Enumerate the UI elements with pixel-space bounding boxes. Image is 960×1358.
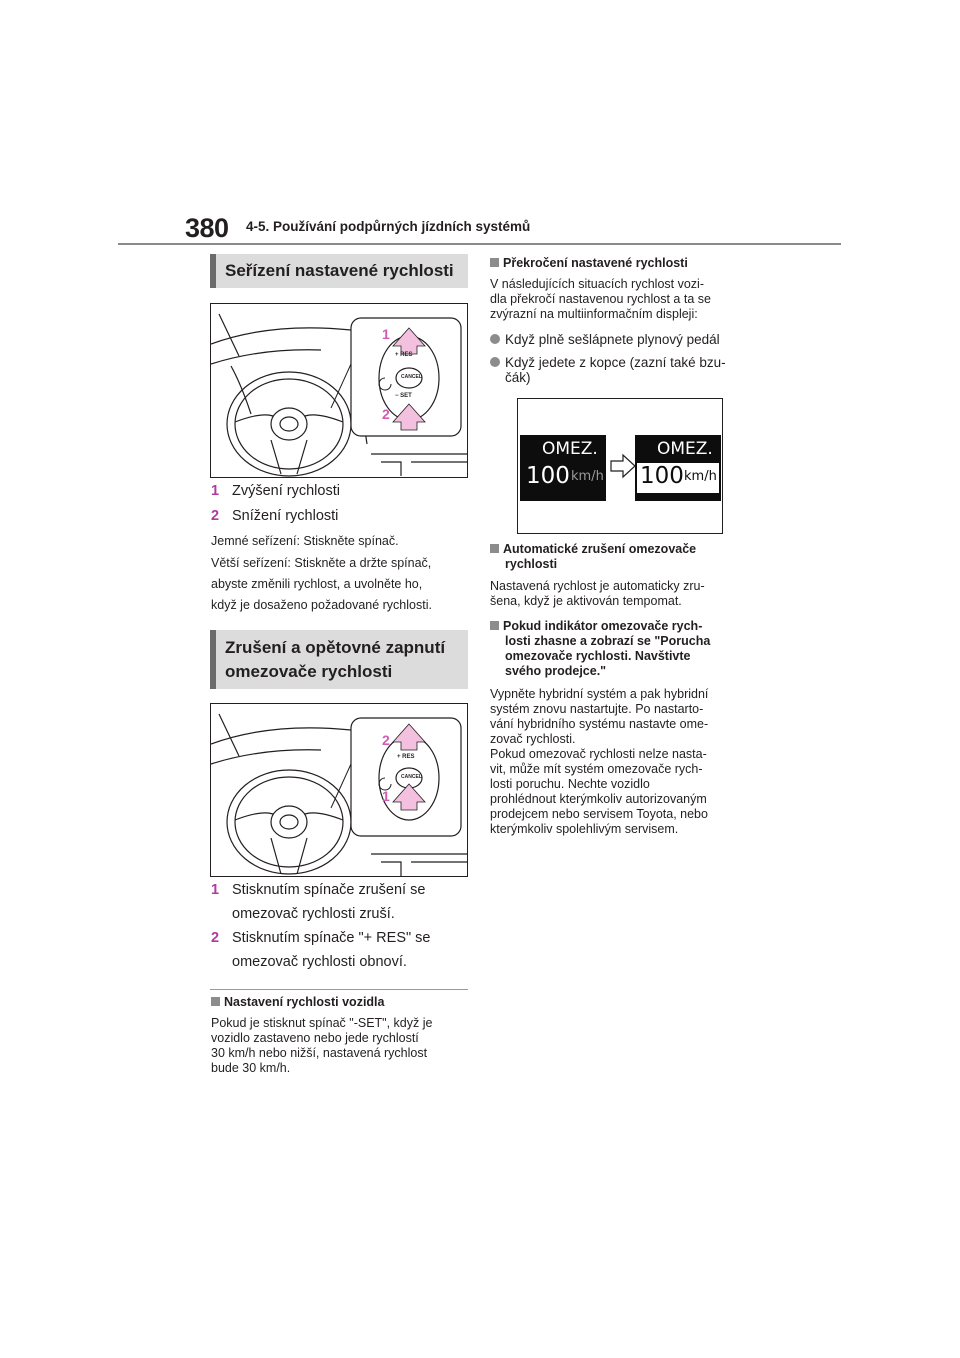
note-line: abyste změnili rychlost, a uvolněte ho, [211,577,423,591]
round-bullet-icon [490,357,500,367]
section-title: 4-5. Používání podpůrných jízdních systémů [246,219,531,234]
para-line: Vypněte hybridní systém a pak hybridní [490,687,709,701]
display-highlighted [635,435,721,501]
set-button-label: − SET [395,393,412,399]
para-line: prohlédnout kterýmkoliv autorizovaným [490,792,707,806]
divider [210,989,468,990]
res-button-label: + RES [397,754,415,760]
para-line: prodejcem nebo servisem Toyota, nebo [490,807,708,821]
step-number: 2 [211,508,220,524]
subheading-indicator: Pokud indikátor omezovače rych- [490,619,702,634]
step-text: Stisknutím spínače "+ RES" se [232,930,431,946]
para-line: Nastavená rychlost je automaticky zru- [490,579,705,593]
para-line: zvýrazní na multiinformačním displeji: [490,307,698,321]
para-line: 30 km/h nebo nižší, nastavená rychlost [211,1046,428,1060]
subheading-auto-cancel: Automatické zrušení omezovače [490,542,696,557]
para-line: vozidlo zastaveno nebo jede rychlostí [211,1031,419,1045]
display-unit: km/h [684,469,717,484]
display-unit: km/h [571,469,604,484]
subheading-continued: omezovače rychlosti. Navštivte [505,649,691,663]
para-line: V následujících situacích rychlost vozi- [490,277,704,291]
step-2-continued: omezovač rychlosti obnoví. [232,954,407,970]
para-line: vání hybridního systému nastavte ome- [490,717,709,731]
display-normal [520,435,606,501]
heading-line: omezovače rychlosti [225,662,393,681]
square-bullet-icon [490,621,499,630]
callout-2: 2 [382,406,390,422]
note-fine-adjust: Jemné seřízení: Stiskněte spínač. [211,534,399,548]
subheading-continued: svého prodejce." [505,664,607,678]
display-label: OMEZ. [542,439,598,459]
para-line: Pokud omezovač rychlosti nelze nasta- [490,747,707,761]
step-text: Snížení rychlosti [232,508,339,524]
heading-line: Zrušení a opětovné zapnutí [225,638,446,657]
bullet-item: Když plně sešlápnete plynový pedál [490,332,720,347]
step-text: Zvýšení rychlosti [232,483,340,499]
cancel-button-label: CANCEL [401,374,422,380]
step-text: Stisknutím spínače zrušení se [232,882,426,898]
para-line: kterýmkoliv spolehlivým servisem. [490,822,679,836]
step-1 [211,478,340,504]
step-2 [211,503,338,529]
para-line: dla překročí nastavenou rychlost a ta se [490,292,711,306]
note-line: když je dosaženo požadované rychlosti. [211,598,432,612]
section-heading-cancel-resume [210,630,468,689]
cancel-button-label: CANCEL [401,774,422,780]
para-line: zovač rychlosti. [490,732,576,746]
bullet-continued: čák) [505,370,531,385]
round-bullet-icon [490,334,500,344]
callout-2: 2 [382,732,390,748]
arrow-right-icon [609,453,637,479]
section-heading-adjust-speed: Seřízení nastavené rychlosti [210,254,468,288]
display-value: 100 [526,463,570,489]
para-line: Pokud je stisknut spínač "-SET", když je [211,1016,433,1030]
note-line: Větší seřízení: Stiskněte a držte spínač, [211,556,432,570]
callout-1: 1 [382,788,390,804]
para-line: šena, když je aktivován tempomat. [490,594,682,608]
display-highlight-box [637,463,719,493]
display-value: 100 [640,463,684,489]
para-line: bude 30 km/h. [211,1061,291,1075]
subheading-vehicle-speed: Nastavení rychlosti vozidla [211,995,384,1010]
bullet-item: Když jedete z kopce (zazní také bzu- [490,355,726,370]
callout-1: 1 [382,326,390,342]
steering-wheel-illustration-2 [210,703,468,877]
multi-info-display-illustration [517,398,723,534]
step-1 [211,877,425,903]
subheading-continued: rychlosti [505,557,558,571]
step-2 [211,925,430,951]
para-line: systém znovu nastartujte. Po nastarto- [490,702,704,716]
square-bullet-icon [490,258,499,267]
display-label: OMEZ. [657,439,713,459]
square-bullet-icon [490,544,499,553]
steering-wheel-drawing [211,704,467,876]
step-number: 1 [211,483,220,499]
steering-wheel-drawing [211,304,467,477]
step-number: 2 [211,930,220,946]
square-bullet-icon [211,997,220,1006]
subheading-exceed-speed: Překročení nastavené rychlosti [490,256,688,271]
header-divider [118,243,841,245]
step-1-continued: omezovač rychlosti zruší. [232,906,395,922]
res-button-label: + RES [395,352,413,358]
steering-wheel-illustration-1 [210,303,468,478]
para-line: losti poruchu. Nechte vozidlo [490,777,650,791]
subheading-continued: losti zhasne a zobrazí se "Porucha [505,634,711,648]
step-number: 1 [211,882,220,898]
page-number: 380 [185,213,229,243]
para-line: vit, může mít systém omezovače rych- [490,762,703,776]
